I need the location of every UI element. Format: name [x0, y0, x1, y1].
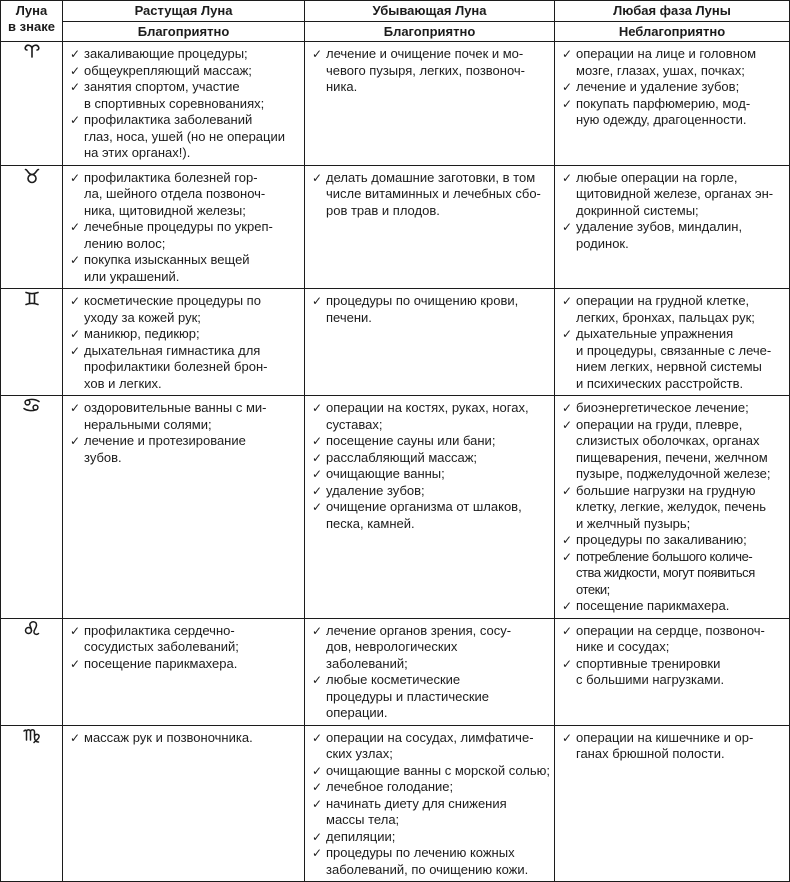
list-item — [311, 400, 551, 433]
checkmark-icon: ✓ — [562, 533, 573, 547]
item-line: печени. — [326, 309, 372, 325]
item-line: потребление большого количе- — [576, 548, 753, 564]
item-line: на этих органах!). — [84, 145, 191, 160]
checkmark-icon: ✓ — [312, 763, 323, 778]
checkmark-icon: ✓ — [312, 796, 323, 811]
list-item — [311, 450, 551, 467]
item-line: ганах брюшной полости. — [576, 746, 725, 761]
item-line: или украшений. — [84, 268, 180, 284]
cell-waning-favorable — [305, 618, 555, 725]
checkmark-icon: ✓ — [70, 343, 81, 358]
item-line: неральными солями; — [84, 416, 212, 432]
item-line: массаж рук и позвоночника. — [84, 729, 253, 745]
checkmark-icon: ✓ — [312, 401, 323, 415]
cell-waning-favorable — [305, 165, 555, 289]
item-line: песка, камней. — [326, 515, 415, 531]
checkmark-icon: ✓ — [70, 80, 81, 94]
item-line: и процедуры, связанные с лече- — [576, 342, 772, 358]
item-line: очищающие ванны; — [326, 466, 445, 481]
item-line: посещение сауны или бани; — [326, 433, 496, 448]
list-item — [311, 433, 551, 450]
subheader-unfavorable: Неблагоприятно — [555, 21, 790, 42]
checkmark-icon: ✓ — [562, 599, 573, 613]
list-item — [561, 326, 786, 392]
list-item — [69, 656, 301, 673]
item-line: заболеваний, по очищению кожи. — [326, 861, 529, 877]
item-line: операции на сердце, позвоноч- — [576, 622, 765, 638]
list-item — [561, 96, 786, 129]
item-line: глаз, носа, ушей (но не операции — [84, 128, 286, 144]
item-line: нием легких, нервной системы — [576, 359, 762, 374]
subheader-favorable-waxing: Благоприятно — [63, 21, 305, 42]
corner-header-line-1: Луна — [15, 3, 48, 18]
list-item — [561, 293, 786, 326]
item-line: большие нагрузки на грудную — [576, 482, 756, 498]
cancer-icon — [23, 400, 40, 415]
list-item — [561, 730, 786, 763]
item-line: удаление зубов, миндалин, — [576, 219, 743, 234]
item-line: посещение парикмахера. — [576, 598, 730, 613]
list-item — [561, 170, 786, 220]
cell-waxing-favorable — [63, 396, 305, 619]
checkmark-icon: ✓ — [562, 327, 573, 341]
table-row — [1, 165, 790, 289]
list-item — [311, 829, 551, 846]
checkmark-icon: ✓ — [562, 401, 573, 415]
checkmark-icon: ✓ — [562, 483, 573, 498]
item-line: процедуры по закаливанию; — [576, 532, 747, 547]
list-item — [69, 46, 301, 63]
sign-cell — [1, 165, 63, 289]
aries-icon — [24, 46, 40, 61]
list-item — [69, 400, 301, 433]
checkmark-icon: ✓ — [70, 220, 81, 234]
item-line: лечение и протезирование — [84, 433, 246, 448]
list-item — [311, 483, 551, 500]
item-line: операции на лице и головном — [576, 46, 757, 61]
virgo-icon — [23, 732, 41, 747]
checkmark-icon: ✓ — [312, 483, 323, 498]
checkmark-icon: ✓ — [70, 327, 81, 341]
item-line: ских узлах; — [326, 746, 393, 761]
item-line: операции на грудной клетке, — [576, 293, 750, 308]
item-line: ника. — [326, 79, 358, 94]
cell-any-phase-unfavorable — [555, 396, 790, 619]
gemini-icon — [24, 294, 40, 309]
table-row — [1, 396, 790, 619]
cell-waning-favorable — [305, 396, 555, 619]
item-line: докринной системы; — [576, 202, 699, 218]
list-item — [561, 623, 786, 656]
checkmark-icon: ✓ — [562, 80, 573, 94]
item-line: делать домашние заготовки, в том — [326, 169, 536, 185]
list-item — [311, 845, 551, 878]
checkmark-icon: ✓ — [562, 730, 573, 745]
item-line: суставах; — [326, 416, 383, 432]
cell-waxing-favorable — [63, 42, 305, 166]
item-line: ства жидкости, могут появиться отеки; — [576, 565, 755, 597]
checkmark-icon: ✓ — [70, 294, 81, 308]
item-line: пузыре, поджелудочной железе; — [576, 466, 771, 481]
checkmark-icon: ✓ — [312, 467, 323, 481]
list-item — [311, 466, 551, 483]
item-line: дыхательная гимнастика для — [84, 342, 261, 358]
cell-waning-favorable — [305, 725, 555, 882]
list-item — [311, 499, 551, 532]
checkmark-icon: ✓ — [312, 829, 323, 844]
list-item — [561, 549, 786, 599]
item-line: лечение и очищение почек и мо- — [326, 46, 524, 61]
item-line: слизистых оболочках, органах — [576, 433, 760, 448]
item-line: процедуры по очищению крови, — [326, 293, 519, 308]
item-line: нике и сосудах; — [576, 639, 670, 654]
checkmark-icon: ✓ — [70, 170, 81, 185]
cell-any-phase-unfavorable — [555, 725, 790, 882]
item-line: удаление зубов; — [326, 482, 425, 498]
checkmark-icon: ✓ — [312, 434, 323, 448]
item-line: легких, бронхах, пальцах рук; — [576, 309, 755, 325]
sign-cell — [1, 618, 63, 725]
item-line: депиляции; — [326, 828, 396, 844]
checkmark-icon: ✓ — [312, 294, 323, 308]
item-line: в спортивных соревнованиях; — [84, 95, 265, 111]
item-line: операции. — [326, 705, 388, 720]
item-line: лечение и удаление зубов; — [576, 79, 740, 94]
list-item — [311, 170, 551, 220]
list-item — [561, 483, 786, 533]
checkmark-icon: ✓ — [70, 113, 81, 127]
item-line: любые косметические — [326, 672, 461, 687]
list-item — [311, 293, 551, 326]
checkmark-icon: ✓ — [562, 170, 573, 185]
list-item — [69, 252, 301, 285]
list-item — [69, 219, 301, 252]
list-item — [69, 293, 301, 326]
item-line: любые операции на горле, — [576, 169, 738, 185]
cell-any-phase-unfavorable — [555, 165, 790, 289]
list-item — [561, 219, 786, 252]
item-line: сосудистых заболеваний; — [84, 639, 239, 654]
checkmark-icon: ✓ — [562, 623, 573, 638]
sign-cell — [1, 289, 63, 396]
item-line: операции на костях, руках, ногах, — [326, 400, 529, 415]
list-item — [69, 343, 301, 393]
cell-any-phase-unfavorable — [555, 42, 790, 166]
item-line: родинок. — [576, 235, 629, 251]
sign-cell — [1, 42, 63, 166]
list-item — [311, 779, 551, 796]
list-item — [561, 656, 786, 689]
item-line: лечебное голодание; — [326, 779, 454, 794]
item-line: маникюр, педикюр; — [84, 326, 200, 341]
item-line: профилактики болезней брон- — [84, 359, 268, 374]
list-item — [561, 598, 786, 615]
item-line: пищеварения, печени, желчном — [576, 449, 768, 465]
item-line: лечебные процедуры по укреп- — [84, 219, 273, 234]
checkmark-icon: ✓ — [312, 673, 323, 687]
item-line: с большими нагрузками. — [576, 672, 725, 687]
list-item — [311, 46, 551, 96]
item-line: и желчный пузырь; — [576, 515, 691, 531]
list-item — [561, 417, 786, 483]
header-waxing-moon: Растущая Луна — [63, 1, 305, 22]
table-row — [1, 42, 790, 166]
item-line: покупка изысканных вещей — [84, 252, 250, 267]
checkmark-icon: ✓ — [562, 549, 573, 564]
item-line: расслабляющий массаж; — [326, 449, 478, 465]
table-row — [1, 725, 790, 882]
corner-header — [1, 1, 63, 42]
list-item — [69, 170, 301, 220]
cell-waxing-favorable — [63, 289, 305, 396]
checkmark-icon: ✓ — [562, 656, 573, 671]
header-row-1 — [1, 1, 790, 22]
checkmark-icon: ✓ — [70, 253, 81, 267]
checkmark-icon: ✓ — [312, 170, 323, 185]
item-line: ла, шейного отдела позвоноч- — [84, 186, 266, 201]
table-row — [1, 289, 790, 396]
item-line: заболеваний; — [326, 655, 408, 671]
item-line: очищающие ванны с морской солью; — [326, 762, 551, 778]
checkmark-icon: ✓ — [70, 730, 81, 745]
item-line: профилактика сердечно- — [84, 622, 235, 638]
item-line: посещение парикмахера. — [84, 655, 238, 671]
subheader-favorable-waning: Благоприятно — [305, 21, 555, 42]
item-line: массы тела; — [326, 812, 400, 827]
item-line: процедуры по лечению кожных — [326, 845, 515, 860]
cell-waxing-favorable — [63, 725, 305, 882]
checkmark-icon: ✓ — [312, 846, 323, 860]
list-item — [69, 730, 301, 747]
item-line: лечение органов зрения, сосу- — [326, 622, 512, 638]
list-item — [311, 672, 551, 722]
item-line: косметические процедуры по — [84, 293, 261, 308]
item-line: ров трав и плодов. — [326, 202, 440, 218]
item-line: мозге, глазах, ушах, почках; — [576, 62, 745, 78]
table-row — [1, 618, 790, 725]
checkmark-icon: ✓ — [70, 63, 81, 78]
list-item — [561, 79, 786, 96]
list-item — [561, 46, 786, 79]
item-line: закаливающие процедуры; — [84, 46, 248, 61]
item-line: чевого пузыря, легких, позвоноч- — [326, 62, 526, 78]
checkmark-icon: ✓ — [70, 656, 81, 671]
item-line: лению волос; — [84, 235, 166, 251]
checkmark-icon: ✓ — [70, 401, 81, 415]
checkmark-icon: ✓ — [312, 780, 323, 794]
item-line: общеукрепляющий массаж; — [84, 62, 252, 78]
list-item — [69, 623, 301, 656]
list-item — [311, 730, 551, 763]
item-line: покупать парфюмерию, мод- — [576, 95, 751, 111]
checkmark-icon: ✓ — [312, 730, 323, 745]
item-line: процедуры и пластические — [326, 688, 489, 704]
checkmark-icon: ✓ — [70, 47, 81, 61]
checkmark-icon: ✓ — [312, 450, 323, 465]
item-line: операции на кишечнике и ор- — [576, 729, 754, 745]
list-item — [69, 63, 301, 80]
checkmark-icon: ✓ — [562, 220, 573, 234]
item-line: и психических расстройств. — [576, 375, 744, 391]
item-line: профилактика заболеваний — [84, 112, 253, 127]
list-item — [69, 326, 301, 343]
item-line: дыхательные упражнения — [576, 326, 734, 341]
item-line: дов, неврологических — [326, 639, 458, 654]
list-item — [69, 112, 301, 162]
checkmark-icon: ✓ — [562, 47, 573, 61]
item-line: операции на сосудах, лимфатиче- — [326, 729, 534, 745]
cell-any-phase-unfavorable — [555, 289, 790, 396]
checkmark-icon: ✓ — [312, 500, 323, 514]
item-line: очищение организма от шлаков, — [326, 499, 522, 514]
checkmark-icon: ✓ — [562, 417, 573, 432]
sign-cell — [1, 725, 63, 882]
item-line: операции на груди, плевре, — [576, 416, 743, 432]
leo-icon — [24, 624, 40, 639]
checkmark-icon: ✓ — [70, 623, 81, 638]
header-any-phase: Любая фаза Луны — [555, 1, 790, 22]
item-line: профилактика болезней гор- — [84, 169, 258, 185]
list-item — [69, 433, 301, 466]
cell-waning-favorable — [305, 289, 555, 396]
cell-waxing-favorable — [63, 618, 305, 725]
list-item — [561, 400, 786, 417]
item-line: щитовидной железе, органах эн- — [576, 186, 774, 201]
item-line: клетку, легкие, желудок, печень — [576, 499, 767, 514]
list-item — [311, 623, 551, 673]
header-row-2 — [1, 21, 790, 42]
item-line: числе витаминных и лечебных сбо- — [326, 186, 541, 201]
sign-cell — [1, 396, 63, 619]
corner-header-line-2: в знаке — [8, 19, 55, 34]
item-line: зубов. — [84, 449, 122, 465]
item-line: ника, щитовидной железы; — [84, 202, 246, 218]
item-line: занятия спортом, участие — [84, 79, 240, 94]
list-item — [561, 532, 786, 549]
checkmark-icon: ✓ — [562, 96, 573, 111]
list-item — [311, 763, 551, 780]
checkmark-icon: ✓ — [562, 294, 573, 308]
item-line: уходу за кожей рук; — [84, 309, 201, 325]
item-line: биоэнергетическое лечение; — [576, 400, 749, 415]
checkmark-icon: ✓ — [70, 434, 81, 448]
item-line: хов и легких. — [84, 375, 162, 391]
checkmark-icon: ✓ — [312, 47, 323, 61]
cell-waxing-favorable — [63, 165, 305, 289]
item-line: ную одежду, драгоценности. — [576, 112, 747, 127]
taurus-icon — [24, 172, 40, 187]
item-line: начинать диету для снижения — [326, 795, 507, 811]
cell-waning-favorable — [305, 42, 555, 166]
header-waning-moon: Убывающая Луна — [305, 1, 555, 22]
list-item — [311, 796, 551, 829]
cell-any-phase-unfavorable — [555, 618, 790, 725]
checkmark-icon: ✓ — [312, 623, 323, 638]
item-line: спортивные тренировки — [576, 655, 721, 671]
item-line: оздоровительные ванны с ми- — [84, 400, 267, 415]
list-item — [69, 79, 301, 112]
